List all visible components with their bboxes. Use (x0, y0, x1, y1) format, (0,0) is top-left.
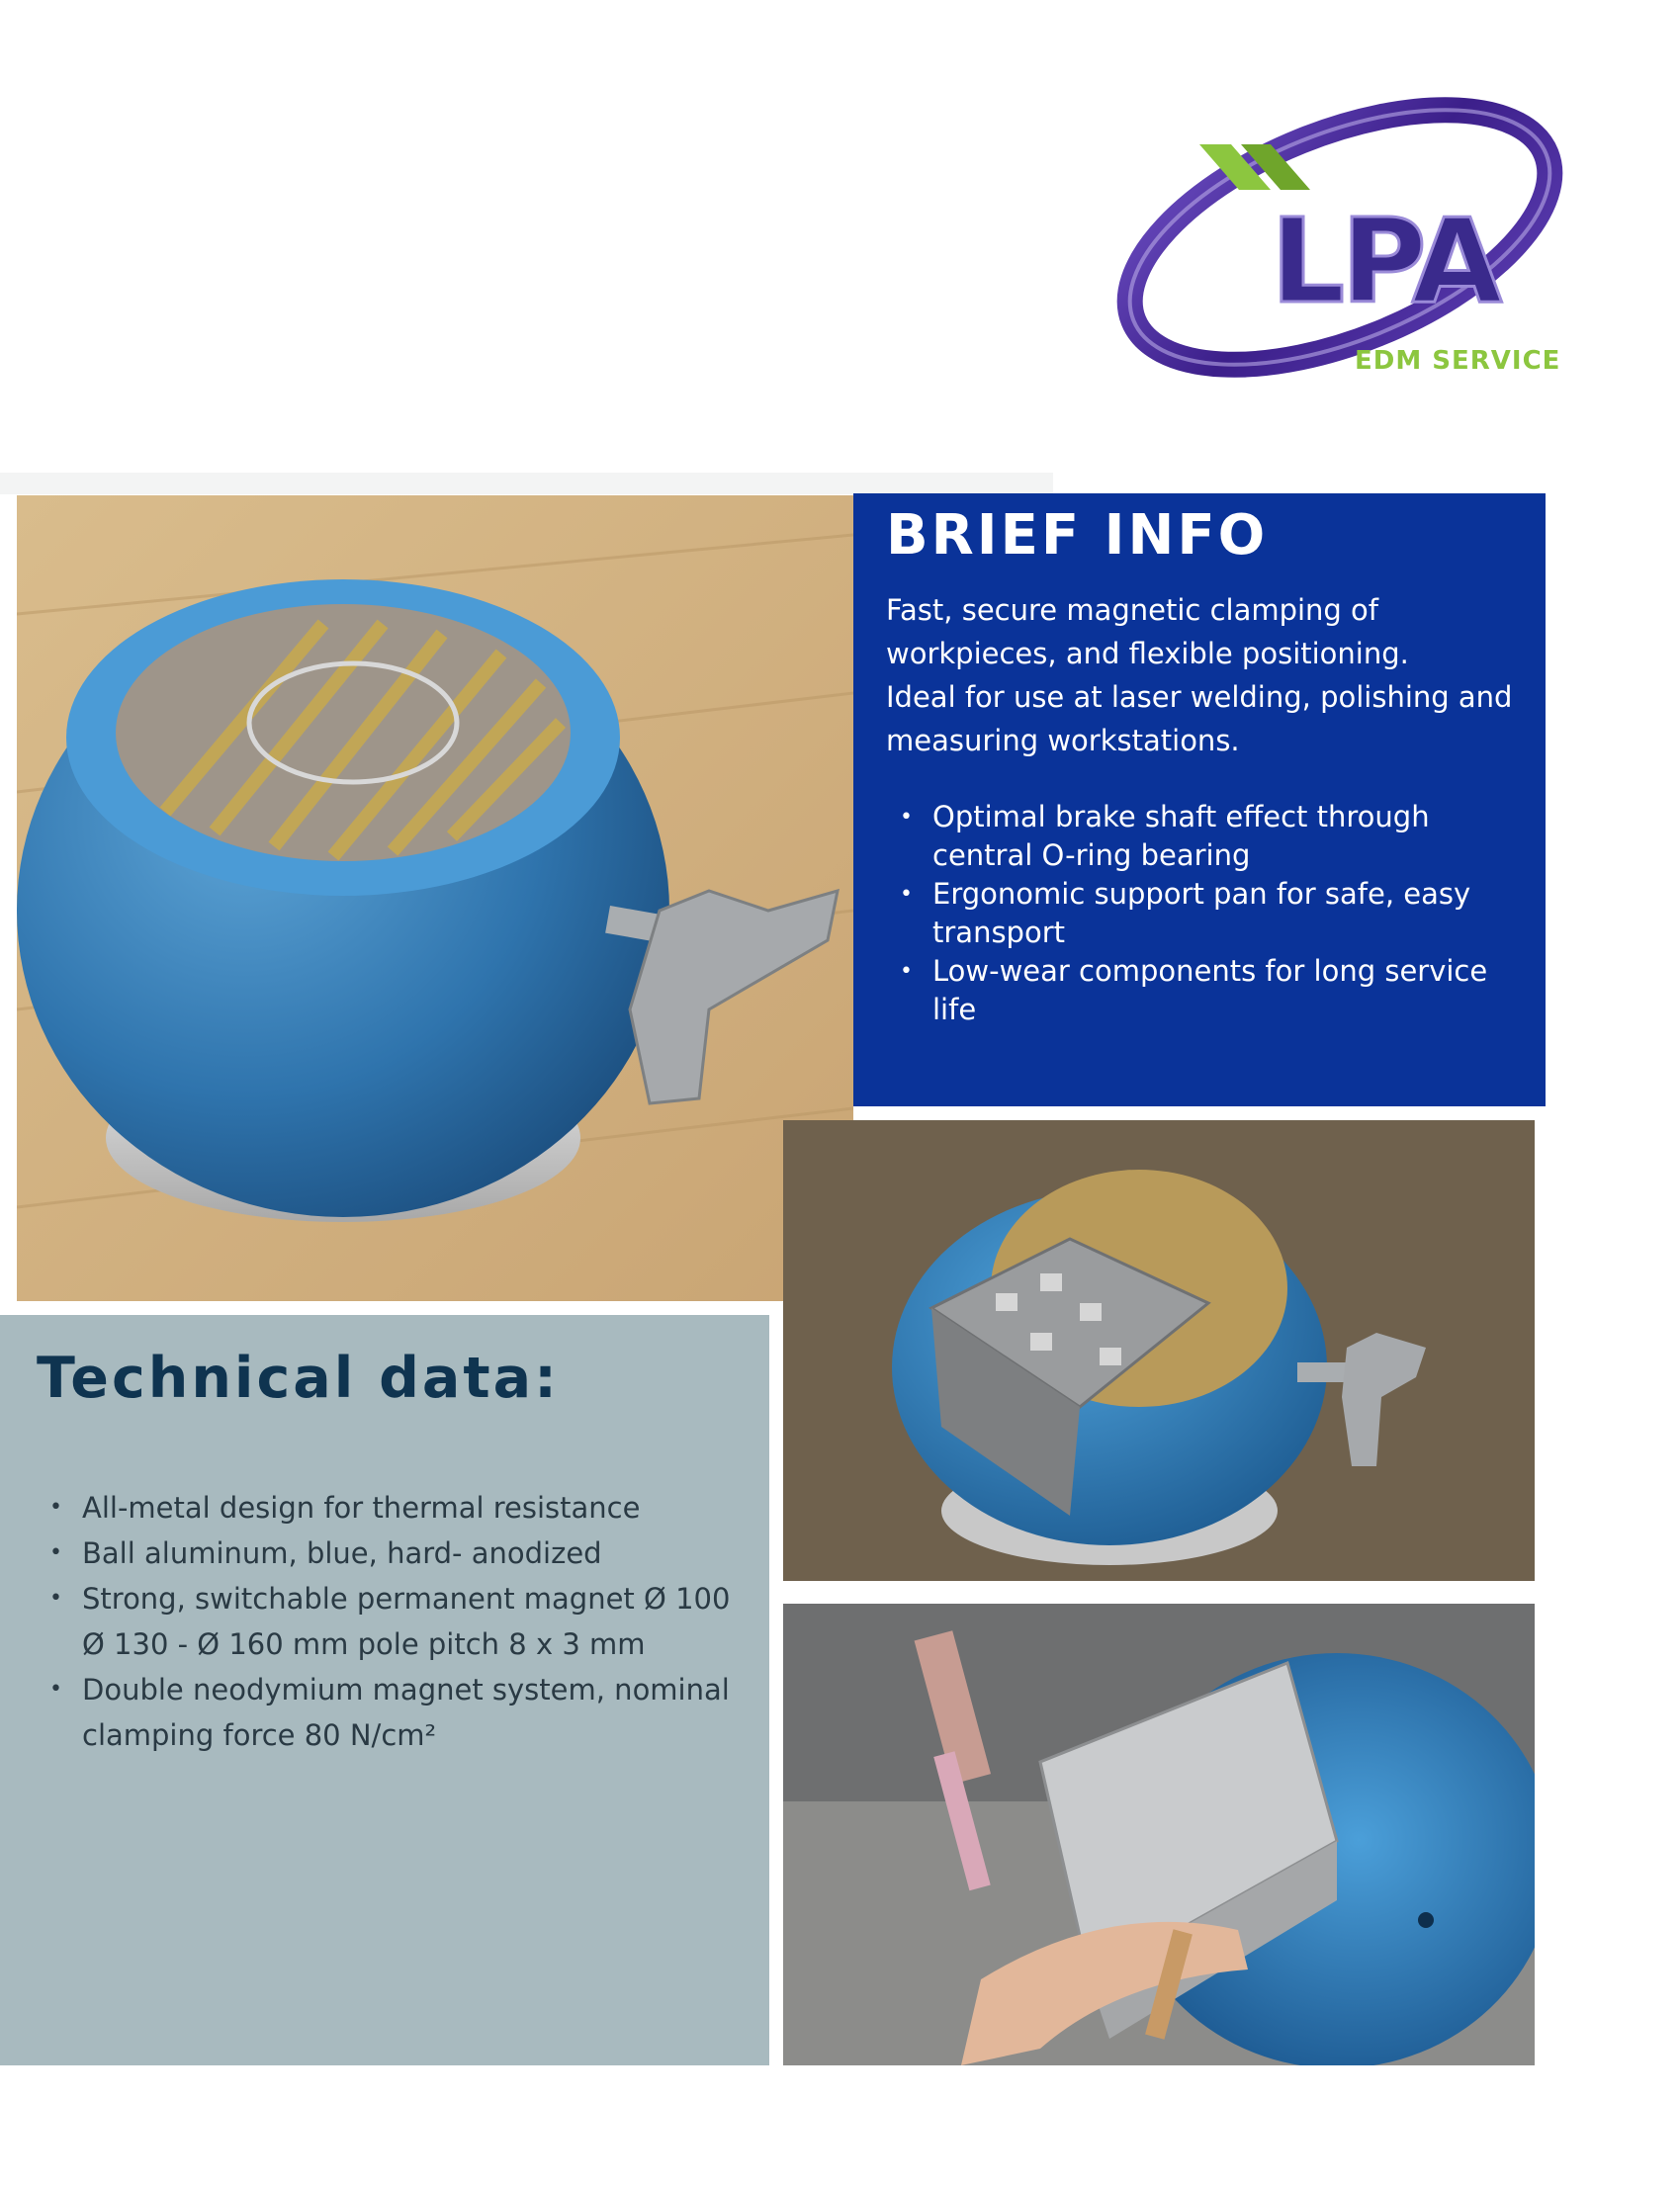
welding-application-photo (783, 1604, 1535, 2065)
brief-info-panel (853, 493, 1546, 1106)
technical-data-title: Technical data: (37, 1346, 560, 1411)
cube-clamping-photo (783, 1120, 1535, 1581)
logo-mark-text: LPA (1271, 193, 1499, 329)
lpa-logo-graphic (1073, 49, 1587, 425)
decorative-strip (0, 473, 1053, 494)
technical-data-panel (0, 1315, 769, 2065)
list-item: • Double neodymium magnet system, nominal clamping force 80 N/cm² (82, 1667, 740, 1758)
intro-line: workpieces, and flexible positioning. (886, 637, 1409, 670)
main-product-photo (17, 495, 853, 1301)
list-item: • All-metal design for thermal resistance (82, 1485, 740, 1531)
intro-line: Ideal for use at laser welding, polishing and (886, 680, 1513, 714)
list-item: • Ergonomic support pan for safe, easy transport (932, 875, 1520, 952)
list-item: • Optimal brake shaft effect through central O-ring bearing (932, 798, 1520, 875)
list-item: • Strong, switchable permanent magnet Ø 100 Ø 130 - Ø 160 mm pole pitch 8 x 3 mm (82, 1576, 740, 1667)
list-item: • Low-wear components for long service life (932, 952, 1520, 1029)
brief-info-intro (886, 588, 1520, 762)
brief-info-bullets (886, 798, 1520, 1029)
company-logo (1073, 49, 1587, 425)
list-item: • Ball aluminum, blue, hard- anodized (82, 1531, 740, 1576)
intro-line: measuring workstations. (886, 724, 1240, 757)
intro-line: Fast, secure magnetic clamping of (886, 593, 1379, 627)
logo-tagline: EDM SERVICE (1355, 346, 1561, 376)
technical-data-bullets (37, 1485, 740, 1758)
brief-info-title: BRIEF INFO (886, 503, 1269, 568)
